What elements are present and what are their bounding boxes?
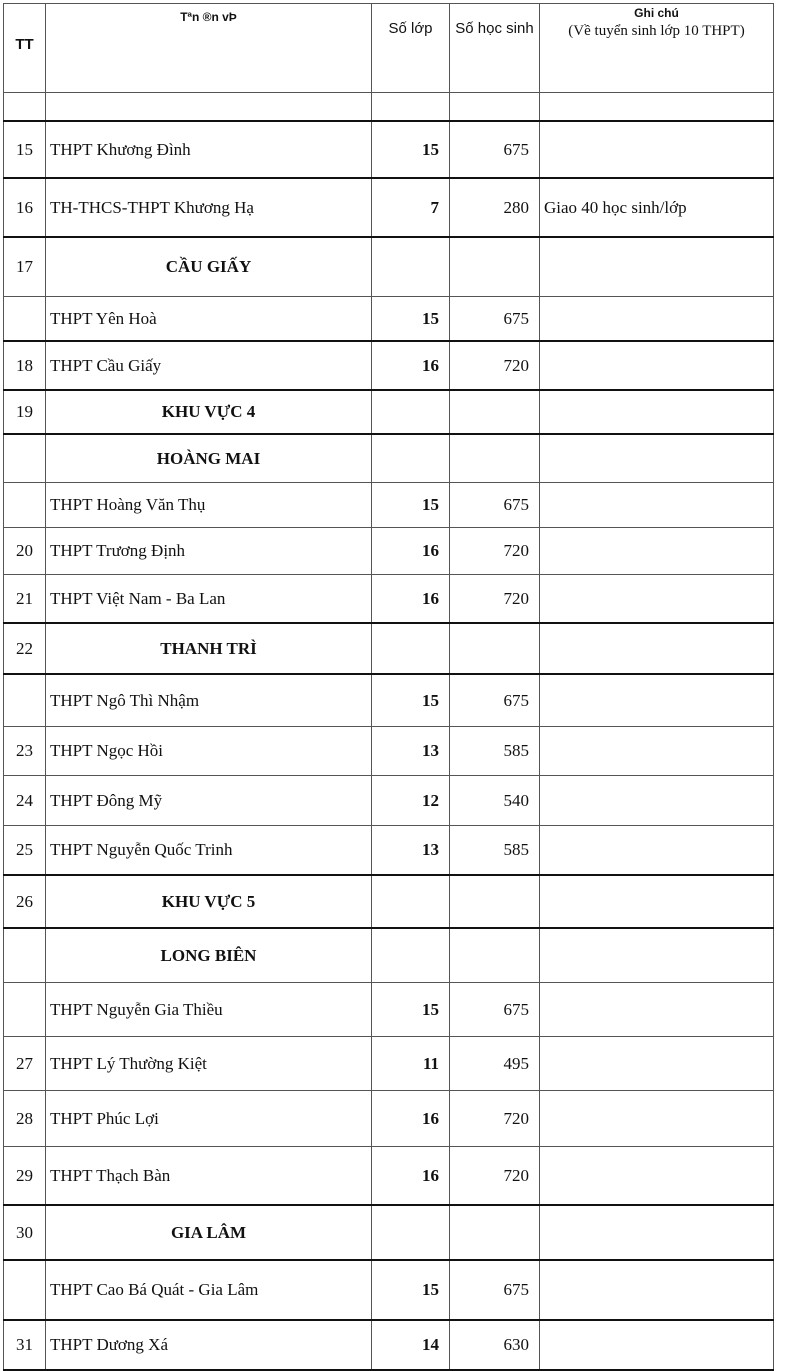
table-row: [4, 776, 774, 826]
group-name-cell: HOÀNG MAI: [46, 434, 372, 483]
group-row: [4, 434, 774, 483]
school-table: [3, 3, 774, 1371]
spacer-cell: [540, 93, 774, 122]
group-name-cell: KHU VỰC 5: [46, 875, 372, 928]
row-tt-cell: [4, 297, 46, 342]
students-cell: 280: [450, 178, 540, 237]
row-tt-cell: 16: [4, 178, 46, 237]
school-name-cell: THPT Ngọc Hồi: [46, 727, 372, 776]
group-row: [4, 390, 774, 434]
students-cell: 540: [450, 776, 540, 826]
table-row: [4, 674, 774, 727]
classes-cell: 16: [372, 528, 450, 575]
school-name-cell: THPT Thạch Bàn: [46, 1147, 372, 1206]
classes-cell: 16: [372, 1091, 450, 1147]
students-cell: [450, 623, 540, 674]
school-name-cell: THPT Ngô Thì Nhậm: [46, 674, 372, 727]
classes-cell: 13: [372, 727, 450, 776]
students-cell: 720: [450, 528, 540, 575]
header-students: Số học sinh: [450, 4, 540, 93]
students-cell: 585: [450, 826, 540, 876]
note-cell: [540, 434, 774, 483]
students-cell: 630: [450, 1320, 540, 1370]
row-tt-cell: 17: [4, 237, 46, 297]
note-cell: [540, 623, 774, 674]
table-row: [4, 297, 774, 342]
header-note-sub: (Về tuyển sinh lớp 10 THPT): [568, 23, 745, 39]
note-cell: [540, 875, 774, 928]
row-tt-cell: [4, 674, 46, 727]
students-cell: 675: [450, 983, 540, 1037]
table-row: [4, 1037, 774, 1091]
row-tt-cell: 29: [4, 1147, 46, 1206]
table-row: [4, 121, 774, 178]
table-row: [4, 483, 774, 528]
classes-cell: [372, 1205, 450, 1260]
table-row: [4, 983, 774, 1037]
school-name-cell: THPT Trương Định: [46, 528, 372, 575]
row-tt-cell: [4, 483, 46, 528]
note-cell: [540, 1205, 774, 1260]
note-cell: [540, 983, 774, 1037]
classes-cell: 16: [372, 1147, 450, 1206]
classes-cell: [372, 928, 450, 983]
table-row: [4, 727, 774, 776]
students-cell: 675: [450, 1260, 540, 1320]
school-name-cell: THPT Phúc Lợi: [46, 1091, 372, 1147]
table-row: [4, 1091, 774, 1147]
note-cell: [540, 674, 774, 727]
row-tt-cell: 30: [4, 1205, 46, 1260]
students-cell: [450, 237, 540, 297]
group-name-cell: THANH TRÌ: [46, 623, 372, 674]
note-cell: [540, 528, 774, 575]
school-name-cell: THPT Nguyễn Quốc Trinh: [46, 826, 372, 876]
group-row: [4, 875, 774, 928]
note-cell: [540, 1147, 774, 1206]
classes-cell: 15: [372, 297, 450, 342]
header-note: [540, 4, 774, 93]
row-tt-cell: 19: [4, 390, 46, 434]
classes-cell: 11: [372, 1037, 450, 1091]
table-row: [4, 1147, 774, 1206]
note-cell: [540, 121, 774, 178]
row-tt-cell: 23: [4, 727, 46, 776]
school-name-cell: THPT Nguyễn Gia Thiều: [46, 983, 372, 1037]
classes-cell: [372, 434, 450, 483]
classes-cell: 12: [372, 776, 450, 826]
group-name-cell: GIA LÂM: [46, 1205, 372, 1260]
students-cell: 720: [450, 1147, 540, 1206]
students-cell: [450, 1205, 540, 1260]
classes-cell: 15: [372, 121, 450, 178]
school-name-cell: THPT Cao Bá Quát - Gia Lâm: [46, 1260, 372, 1320]
classes-cell: [372, 390, 450, 434]
row-tt-cell: 18: [4, 341, 46, 390]
note-cell: [540, 1260, 774, 1320]
note-cell: [540, 727, 774, 776]
spacer-cell: [450, 93, 540, 122]
header-row: [4, 4, 774, 93]
school-name-cell: THPT Đông Mỹ: [46, 776, 372, 826]
note-cell: [540, 390, 774, 434]
classes-cell: 15: [372, 1260, 450, 1320]
table-row: [4, 1260, 774, 1320]
students-cell: [450, 434, 540, 483]
note-cell: [540, 341, 774, 390]
note-cell: [540, 1091, 774, 1147]
classes-cell: 15: [372, 983, 450, 1037]
row-tt-cell: 15: [4, 121, 46, 178]
note-cell: [540, 928, 774, 983]
group-name-cell: KHU VỰC 4: [46, 390, 372, 434]
students-cell: 675: [450, 674, 540, 727]
spacer-cell: [46, 93, 372, 122]
note-cell: [540, 297, 774, 342]
note-cell: [540, 1037, 774, 1091]
header-tt: TT: [4, 4, 46, 93]
classes-cell: 16: [372, 341, 450, 390]
header-classes: Số lớp: [372, 4, 450, 93]
group-row: [4, 623, 774, 674]
students-cell: 675: [450, 297, 540, 342]
students-cell: 495: [450, 1037, 540, 1091]
header-note-title: Ghi chú: [634, 6, 679, 20]
students-cell: 675: [450, 121, 540, 178]
note-cell: [540, 826, 774, 876]
table-row: [4, 826, 774, 876]
school-name-cell: TH-THCS-THPT Khương Hạ: [46, 178, 372, 237]
spacer-cell: [4, 93, 46, 122]
group-row: [4, 928, 774, 983]
row-tt-cell: 21: [4, 575, 46, 624]
note-cell: [540, 483, 774, 528]
classes-cell: [372, 623, 450, 674]
students-cell: 675: [450, 483, 540, 528]
classes-cell: 15: [372, 674, 450, 727]
school-name-cell: THPT Cầu Giấy: [46, 341, 372, 390]
school-name-cell: THPT Lý Thường Kiệt: [46, 1037, 372, 1091]
table-row: [4, 178, 774, 237]
students-cell: 585: [450, 727, 540, 776]
note-cell: [540, 1320, 774, 1370]
header-name: Tªn ®n vÞ: [46, 4, 372, 93]
note-cell: [540, 776, 774, 826]
classes-cell: 15: [372, 483, 450, 528]
row-tt-cell: 27: [4, 1037, 46, 1091]
spacer-cell: [372, 93, 450, 122]
row-tt-cell: 20: [4, 528, 46, 575]
table-row: [4, 528, 774, 575]
classes-cell: [372, 237, 450, 297]
group-name-cell: CẦU GIẤY: [46, 237, 372, 297]
note-cell: [540, 237, 774, 297]
row-tt-cell: [4, 1260, 46, 1320]
classes-cell: 7: [372, 178, 450, 237]
classes-cell: 14: [372, 1320, 450, 1370]
students-cell: [450, 390, 540, 434]
students-cell: 720: [450, 575, 540, 624]
row-tt-cell: 24: [4, 776, 46, 826]
school-name-cell: THPT Dương Xá: [46, 1320, 372, 1370]
table-row: [4, 341, 774, 390]
school-name-cell: THPT Yên Hoà: [46, 297, 372, 342]
note-cell: [540, 575, 774, 624]
row-tt-cell: 22: [4, 623, 46, 674]
row-tt-cell: 31: [4, 1320, 46, 1370]
classes-cell: 16: [372, 575, 450, 624]
table-row: [4, 1320, 774, 1370]
row-tt-cell: [4, 434, 46, 483]
school-name-cell: THPT Việt Nam - Ba Lan: [46, 575, 372, 624]
row-tt-cell: [4, 983, 46, 1037]
classes-cell: 13: [372, 826, 450, 876]
classes-cell: [372, 875, 450, 928]
group-name-cell: LONG BIÊN: [46, 928, 372, 983]
row-tt-cell: 28: [4, 1091, 46, 1147]
students-cell: 720: [450, 341, 540, 390]
students-cell: [450, 928, 540, 983]
row-tt-cell: 25: [4, 826, 46, 876]
school-name-cell: THPT Khương Đình: [46, 121, 372, 178]
table-row: [4, 575, 774, 624]
group-row: [4, 237, 774, 297]
row-tt-cell: [4, 928, 46, 983]
spacer-row: [4, 93, 774, 122]
group-row: [4, 1205, 774, 1260]
students-cell: 720: [450, 1091, 540, 1147]
row-tt-cell: 26: [4, 875, 46, 928]
students-cell: [450, 875, 540, 928]
note-cell: Giao 40 học sinh/lớp: [540, 178, 774, 237]
school-name-cell: THPT Hoàng Văn Thụ: [46, 483, 372, 528]
